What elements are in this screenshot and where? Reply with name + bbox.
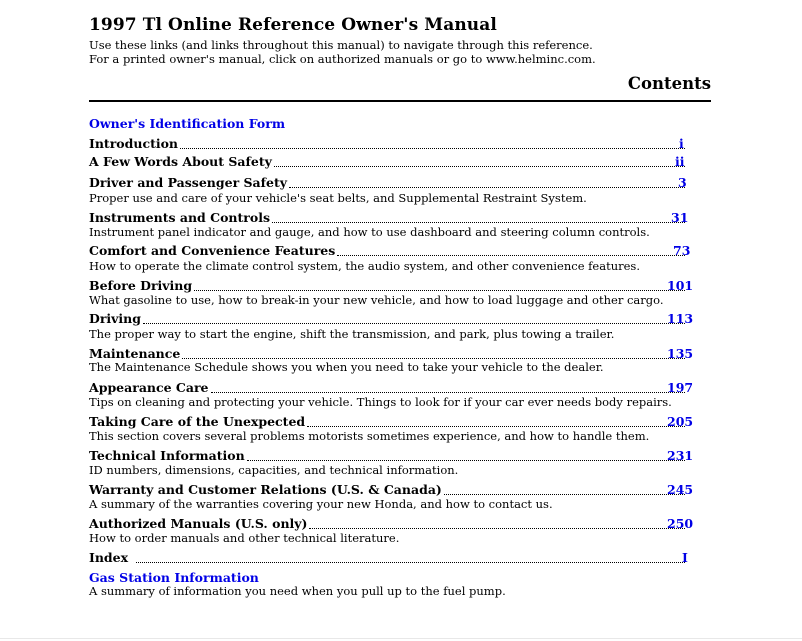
toc-row-before-driving [89, 278, 687, 294]
toc-page-link[interactable]: 135 [667, 346, 694, 361]
toc-description: A summary of the warranties covering your new Honda, and how to contact us. [89, 497, 553, 511]
toc-description: How to operate the climate control system, the audio system, and other convenience features. [89, 259, 640, 273]
toc-title: Comfort and Convenience Features [89, 243, 336, 258]
toc-title: Driving [89, 311, 142, 326]
toc-title: Before Driving [89, 278, 193, 293]
toc-title: Taking Care of the Unexpected [89, 414, 306, 429]
toc-description: How to order manuals and other technical literature. [89, 531, 400, 545]
toc-row-passenger-safety [89, 175, 687, 191]
dot-leader [272, 221, 685, 223]
dot-leader [194, 289, 685, 291]
toc-title: Instruments and Controls [89, 210, 270, 225]
toc-row-comfort [89, 243, 687, 259]
gas-station-description: A summary of information you need when you pull up to the fuel pump. [89, 584, 506, 598]
toc-page-link[interactable]: i [679, 136, 684, 151]
toc-page-link[interactable]: 73 [673, 243, 691, 258]
toc-page-link[interactable]: 31 [671, 210, 689, 225]
toc-page-link[interactable]: I [682, 550, 688, 565]
intro-line-2: For a printed owner's manual, click on authorized manuals or go to www.helminc.com. [89, 52, 596, 66]
toc-description: Proper use and care of your vehicle's seat belts, and Supplemental Restraint System. [89, 191, 587, 205]
toc-description: The proper way to start the engine, shift the transmission, and park, plus towing a trailer. [89, 327, 615, 341]
toc-row-index [89, 550, 687, 566]
dot-leader [143, 322, 685, 324]
header-divider [89, 100, 711, 102]
dot-leader [289, 186, 685, 188]
contents-heading: Contents [627, 74, 711, 93]
toc-row-appearance [89, 380, 687, 396]
toc-description: This section covers several problems motorists sometimes experience, and how to handle them. [89, 429, 650, 443]
toc-title: Maintenance [89, 346, 181, 361]
toc-page-link[interactable]: 3 [678, 175, 687, 190]
toc-description: The Maintenance Schedule shows you when you need to take your vehicle to the dealer. [89, 360, 604, 374]
dot-leader [247, 459, 685, 461]
toc-description: Instrument panel indicator and gauge, and how to use dashboard and steering column controls. [89, 225, 650, 239]
toc-page-link[interactable]: 113 [667, 311, 694, 326]
toc-page-link[interactable]: 231 [667, 448, 694, 463]
dot-leader [307, 425, 685, 427]
toc-page-link[interactable]: 101 [667, 278, 694, 293]
toc-description: What gasoline to use, how to break-in your new vehicle, and how to load luggage and other cargo. [89, 293, 664, 307]
page-title: 1997 Tl Online Reference Owner's Manual [89, 15, 497, 35]
toc-title: Introduction [89, 136, 179, 151]
toc-page-link[interactable]: 245 [667, 482, 694, 497]
toc-row-warranty [89, 482, 687, 498]
toc-row-driving [89, 311, 687, 327]
toc-page-link[interactable]: 205 [667, 414, 694, 429]
dot-leader [182, 357, 685, 359]
toc-row-introduction [89, 136, 687, 152]
toc-title: Warranty and Customer Relations (U.S. & Canada) [89, 482, 442, 497]
toc-title: Index [89, 550, 129, 565]
bottom-divider [0, 638, 802, 639]
owners-id-form-link[interactable]: Owner's Identification Form [89, 116, 286, 131]
toc-row-instruments [89, 210, 687, 226]
intro-line-1: Use these links (and links throughout this manual) to navigate through this reference. [89, 38, 593, 52]
toc-row-unexpected [89, 414, 687, 430]
gas-station-info-link[interactable]: Gas Station Information [89, 570, 259, 585]
toc-title: Driver and Passenger Safety [89, 175, 288, 190]
toc-description: ID numbers, dimensions, capacities, and technical information. [89, 463, 459, 477]
dot-leader [136, 561, 685, 563]
toc-page-link[interactable]: 197 [667, 380, 694, 395]
toc-title: A Few Words About Safety [89, 154, 272, 169]
dot-leader [444, 493, 685, 495]
toc-row-technical [89, 448, 687, 464]
toc-description: Tips on cleaning and protecting your vehicle. Things to look for if your car ever needs body repairs. [89, 395, 672, 409]
toc-title: Authorized Manuals (U.S. only) [89, 516, 308, 531]
toc-page-link[interactable]: ii [675, 154, 685, 169]
toc-title: Appearance Care [89, 380, 209, 395]
toc-row-safety-words [89, 154, 687, 170]
dot-leader [309, 527, 685, 529]
toc-title: Technical Information [89, 448, 245, 463]
dot-leader [274, 165, 685, 167]
toc-page-link[interactable]: 250 [667, 516, 694, 531]
toc-row-authorized-manuals [89, 516, 687, 532]
dot-leader [337, 254, 685, 256]
dot-leader [211, 391, 685, 393]
dot-leader [180, 147, 685, 149]
